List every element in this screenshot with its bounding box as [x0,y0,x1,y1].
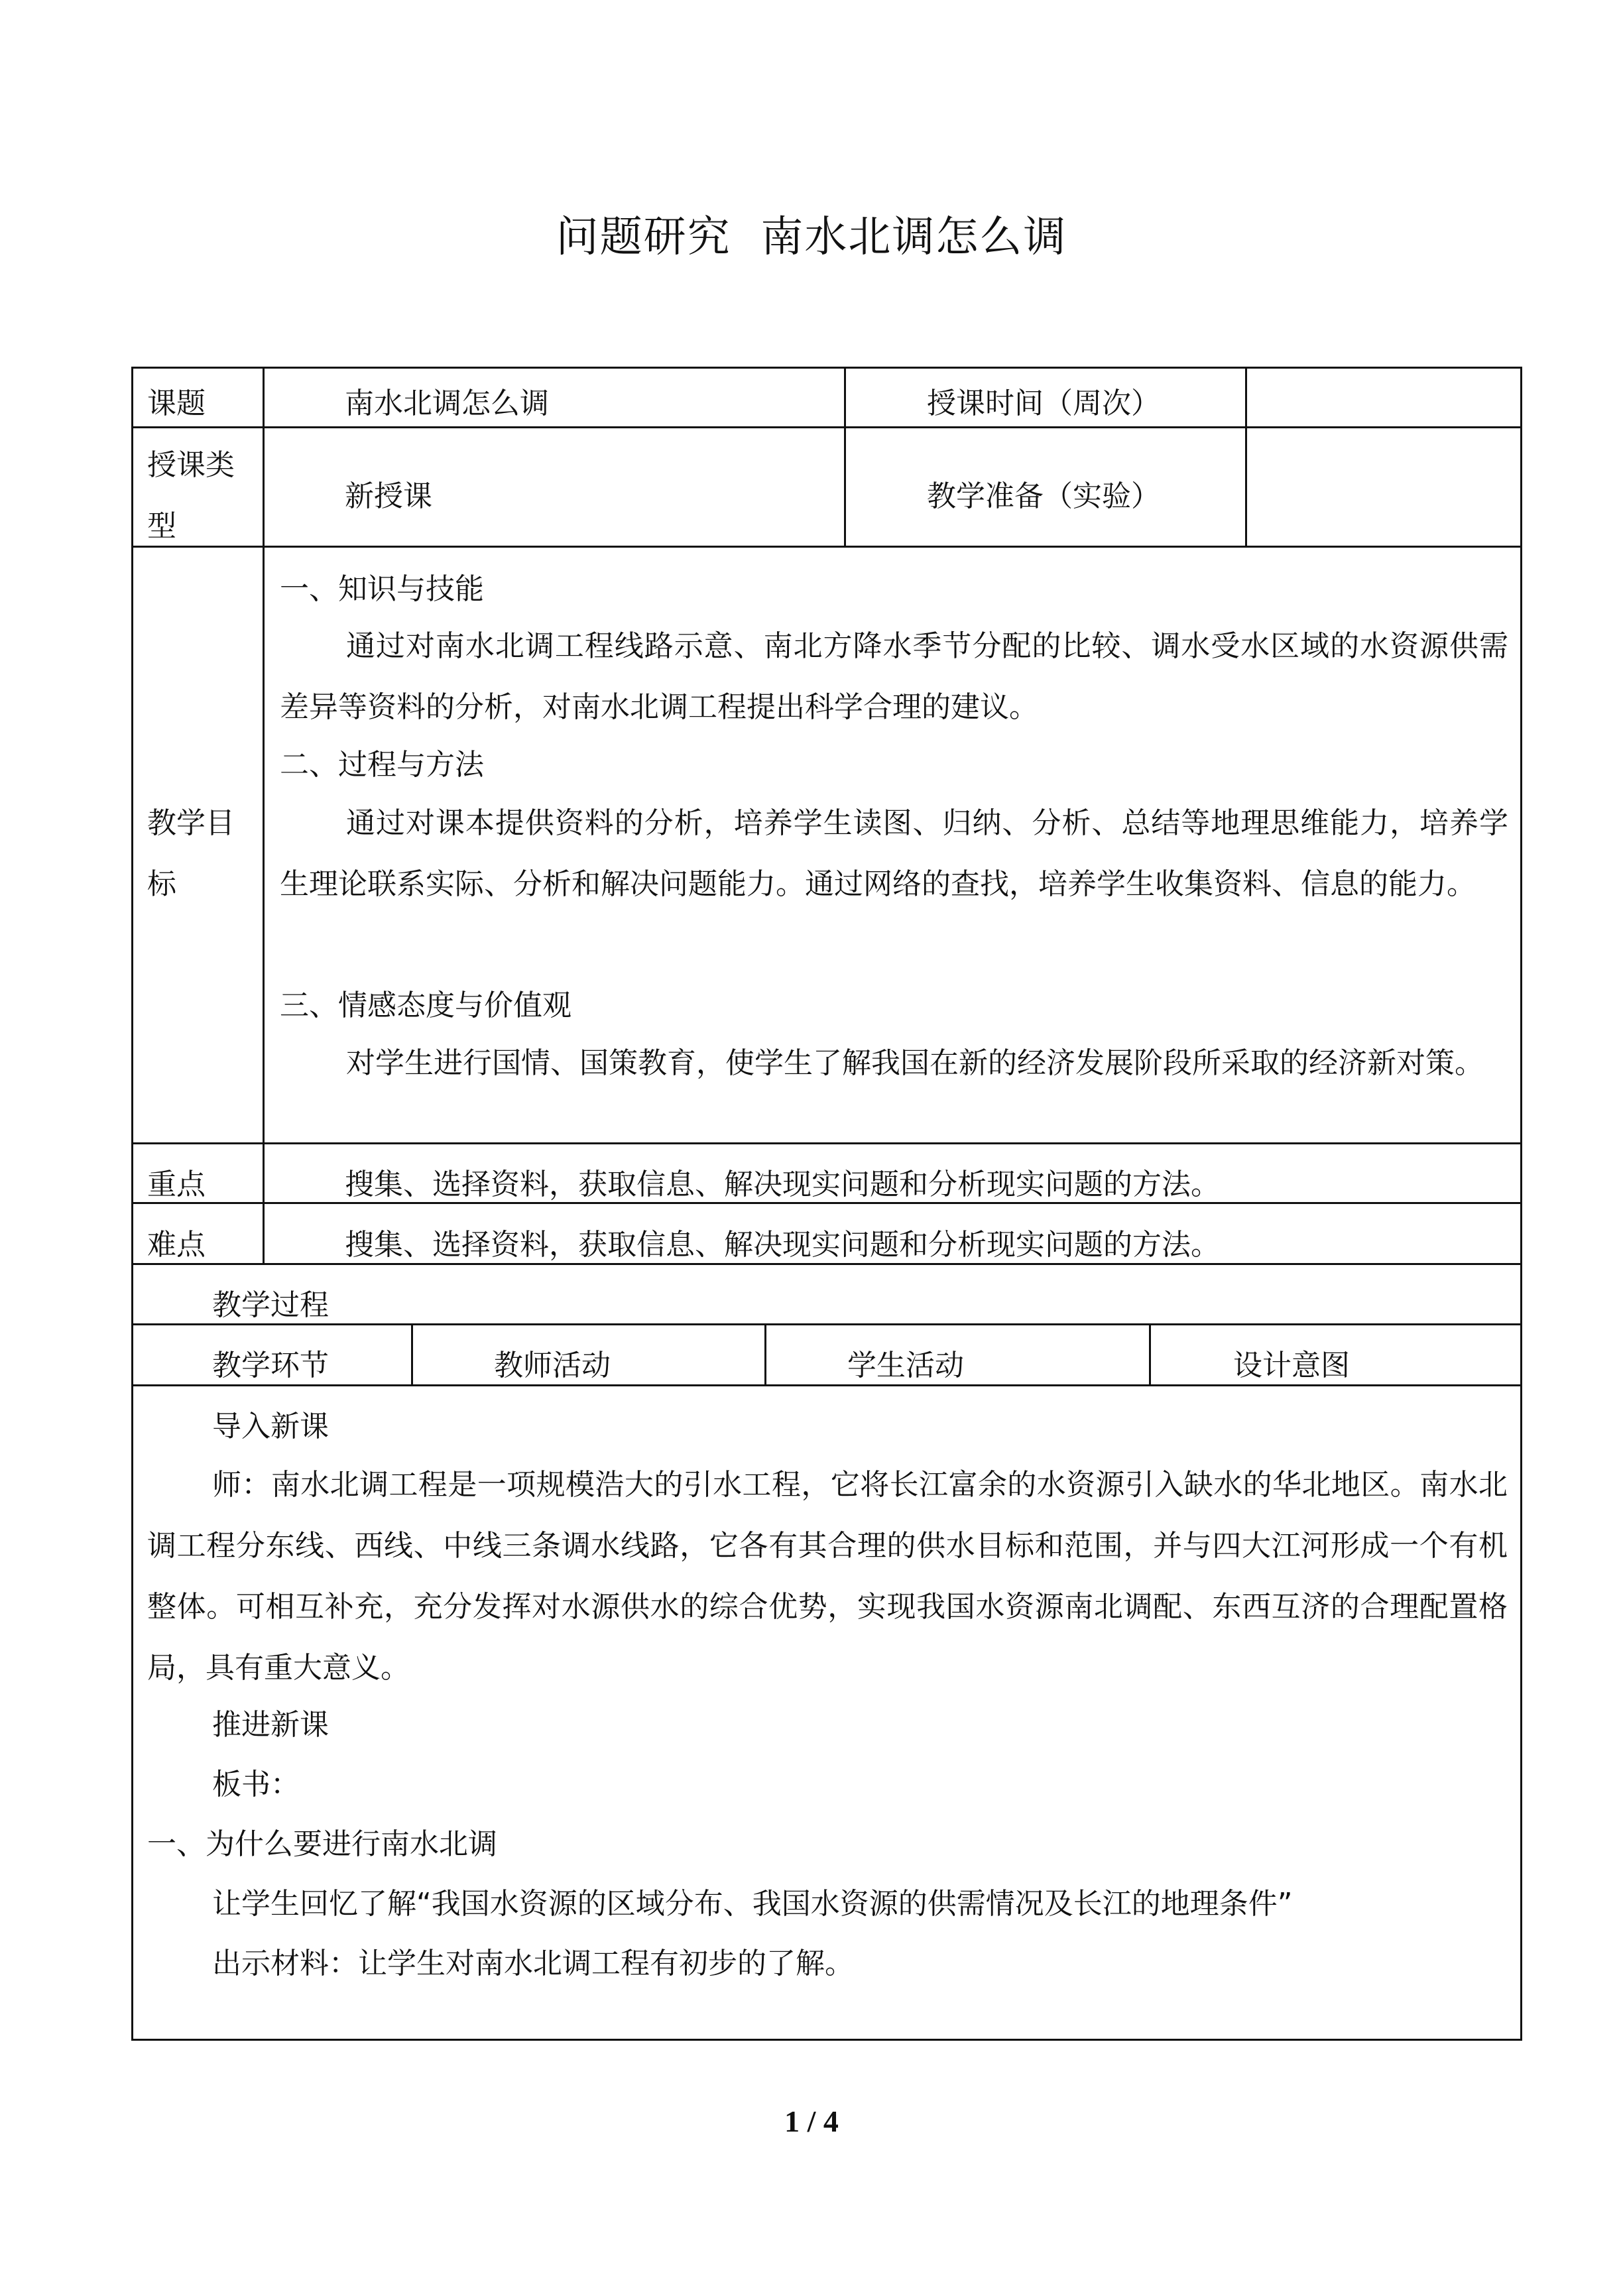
column-divider [844,367,846,546]
column-divider [1149,1323,1151,1384]
column-divider [263,367,265,1263]
row-divider [131,546,1522,548]
row-divider [131,426,1522,428]
key-point-value: 搜集、选择资料，获取信息、解决现实问题和分析现实问题的方法。 [345,1168,1220,1201]
page-title: 问题研究 南水北调怎么调 [556,213,1067,262]
column-divider [1245,367,1247,546]
material-text: 出示材料：让学生对南水北调工程有初步的了解。 [212,1947,854,1980]
difficulty-value: 搜集、选择资料，获取信息、解决现实问题和分析现实问题的方法。 [345,1228,1220,1262]
section-heading-1: 一、为什么要进行南水北调 [147,1827,497,1861]
row-divider [131,1142,1522,1144]
column-divider [764,1323,766,1384]
process-header-intent: 设计意图 [1233,1349,1350,1382]
objective-paragraph-2: 通过对课本提供资料的分析，培养学生读图、归纳、分析、总结等地理思维能力，培养学生理论联系实际、分析和解决问题能力。通过网络的查找，培养学生收集资料、信息的能力。 [280,806,1508,901]
difficulty-label: 难点 [147,1228,206,1262]
objective-heading-2: 二、过程与方法 [280,748,484,782]
key-point-label: 重点 [147,1168,206,1201]
time-label: 授课时间（周次） [927,387,1160,420]
board-label: 板书： [212,1768,300,1801]
objective-paragraph-3: 对学生进行国情、国策教育，使学生了解我国在新的经济发展阶段所采取的经济新对策。 [346,1046,1484,1080]
process-header-student: 学生活动 [847,1349,964,1382]
topic-value: 南水北调怎么调 [345,387,549,420]
topic-label: 课题 [147,387,206,420]
column-divider [411,1323,413,1384]
process-title: 教学过程 [212,1288,329,1322]
intro-paragraph: 师：南水北调工程是一项规模浩大的引水工程，它将长江富余的水资源引入缺水的华北地区。南水北调工程分东线、西线、中线三条调水线路，它各有其合理的供水目标和范围，并与四大江河形成一个有机整体。可相互补充，充分发挥对水源供水的综合优势，实现我国水资源南北调配、东西互济的合理配置格局，具有重大意义。 [147,1468,1508,1685]
objective-paragraph-1: 通过对南水北调工程线路示意、南北方降水季节分配的比较、调水受水区域的水资源供需差异等资料的分析，对南水北调工程提出科学合理的建议。 [280,629,1508,724]
type-value: 新授课 [345,479,432,513]
process-header-stage: 教学环节 [212,1349,329,1382]
page-number: 1 / 4 [784,2104,839,2138]
objective-heading-3: 三、情感态度与价值观 [280,989,571,1022]
type-label: 授课类型 [147,448,235,543]
process-header-teacher: 教师活动 [494,1349,611,1382]
prep-label: 教学准备（实验） [927,479,1160,513]
objective-heading-1: 一、知识与技能 [280,572,484,606]
intro-heading: 导入新课 [212,1410,329,1443]
objectives-label: 教学目标 [147,806,235,901]
advance-heading: 推进新课 [212,1708,329,1742]
recall-text: 让学生回忆了解“我国水资源的区域分布、我国水资源的供需情况及长江的地理条件” [212,1887,1293,1921]
row-divider [131,1323,1522,1325]
